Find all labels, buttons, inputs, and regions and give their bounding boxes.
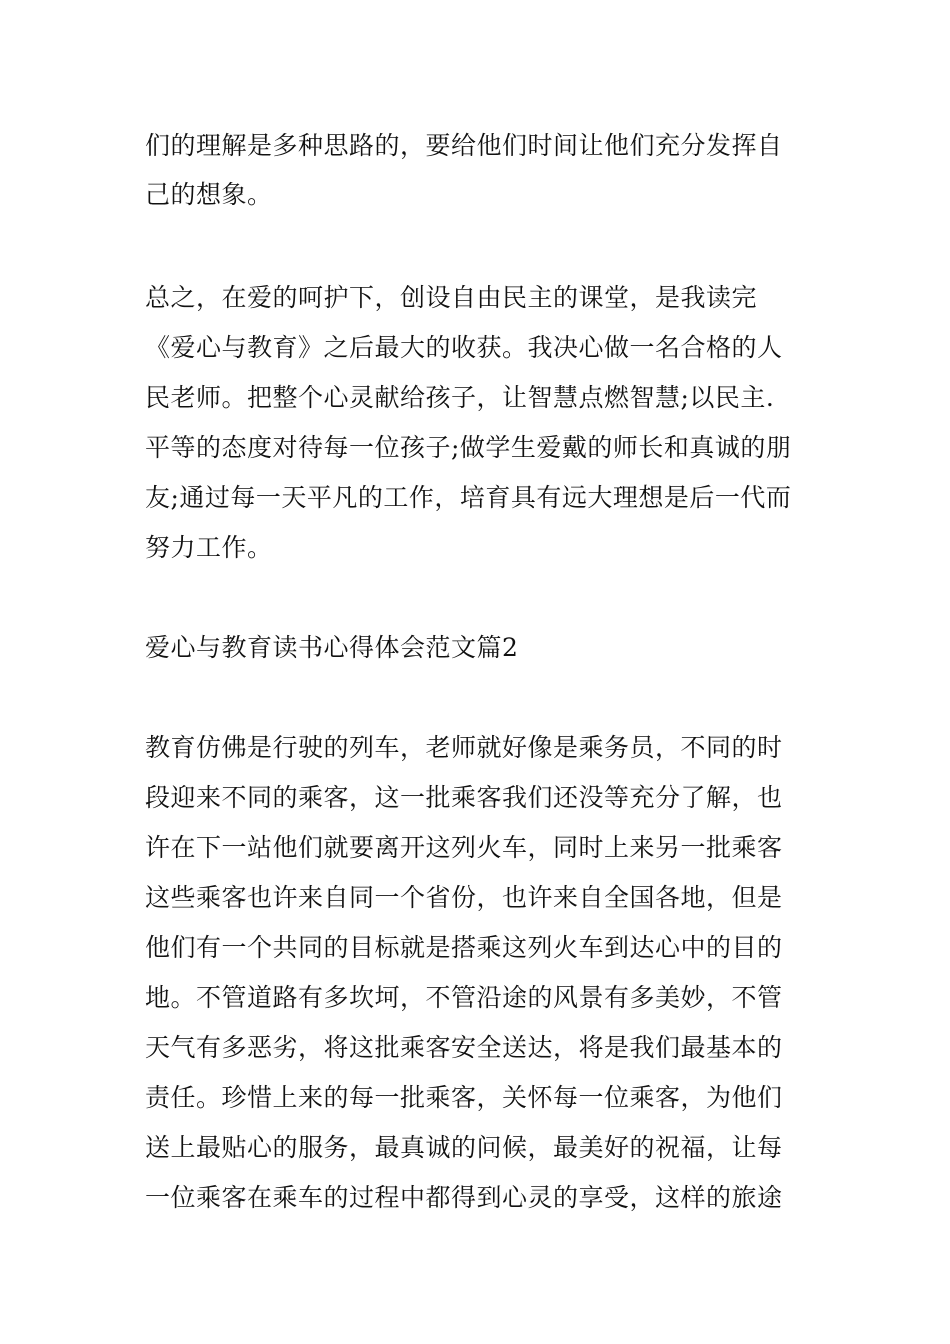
paragraph-3-line-10: 一位乘客在乘车的过程中都得到心灵的享受，这样的旅途 (145, 1183, 783, 1212)
paragraph-2-line-4: 平等的态度对待每一位孩子;做学生爱戴的师长和真诚的朋 (145, 433, 792, 462)
paragraph-3-line-2: 段迎来不同的乘客，这一批乘客我们还没等充分了解，也 (145, 783, 783, 812)
paragraph-1-line-1: 们的理解是多种思路的，要给他们时间让他们充分发挥自 (145, 131, 783, 160)
paragraph-2-line-3: 民老师。把整个心灵献给孩子，让智慧点燃智慧;以民主. (145, 383, 775, 412)
paragraph-3-line-1: 教育仿佛是行驶的列车，老师就好像是乘务员，不同的时 (145, 733, 783, 762)
section-heading: 爱心与教育读书心得体会范文篇2 (145, 633, 519, 662)
paragraph-3-line-8: 责任。珍惜上来的每一批乘客，关怀每一位乘客，为他们 (145, 1083, 783, 1112)
paragraph-3-line-5: 他们有一个共同的目标就是搭乘这列火车到达心中的目的 (145, 933, 783, 962)
paragraph-3-line-7: 天气有多恶劣，将这批乘客安全送达，将是我们最基本的 (145, 1033, 783, 1062)
paragraph-2-line-5: 友;通过每一天平凡的工作，培育具有远大理想是后一代而 (145, 483, 792, 512)
paragraph-3-line-6: 地。不管道路有多坎坷，不管沿途的风景有多美妙，不管 (145, 983, 783, 1012)
paragraph-3-line-3: 许在下一站他们就要离开这列火车，同时上来另一批乘客 (145, 833, 783, 862)
paragraph-3-line-4: 这些乘客也许来自同一个省份，也许来自全国各地，但是 (145, 883, 783, 912)
paragraph-2-line-1: 总之，在爱的呵护下，创设自由民主的课堂，是我读完 (145, 283, 758, 312)
paragraph-2-line-2: 《爱心与教育》之后最大的收获。我决心做一名合格的人 (145, 333, 783, 362)
paragraph-1-line-2: 己的想象。 (145, 180, 273, 209)
paragraph-2-line-6: 努力工作。 (145, 533, 273, 562)
paragraph-3-line-9: 送上最贴心的服务，最真诚的问候，最美好的祝福，让每 (145, 1133, 783, 1162)
